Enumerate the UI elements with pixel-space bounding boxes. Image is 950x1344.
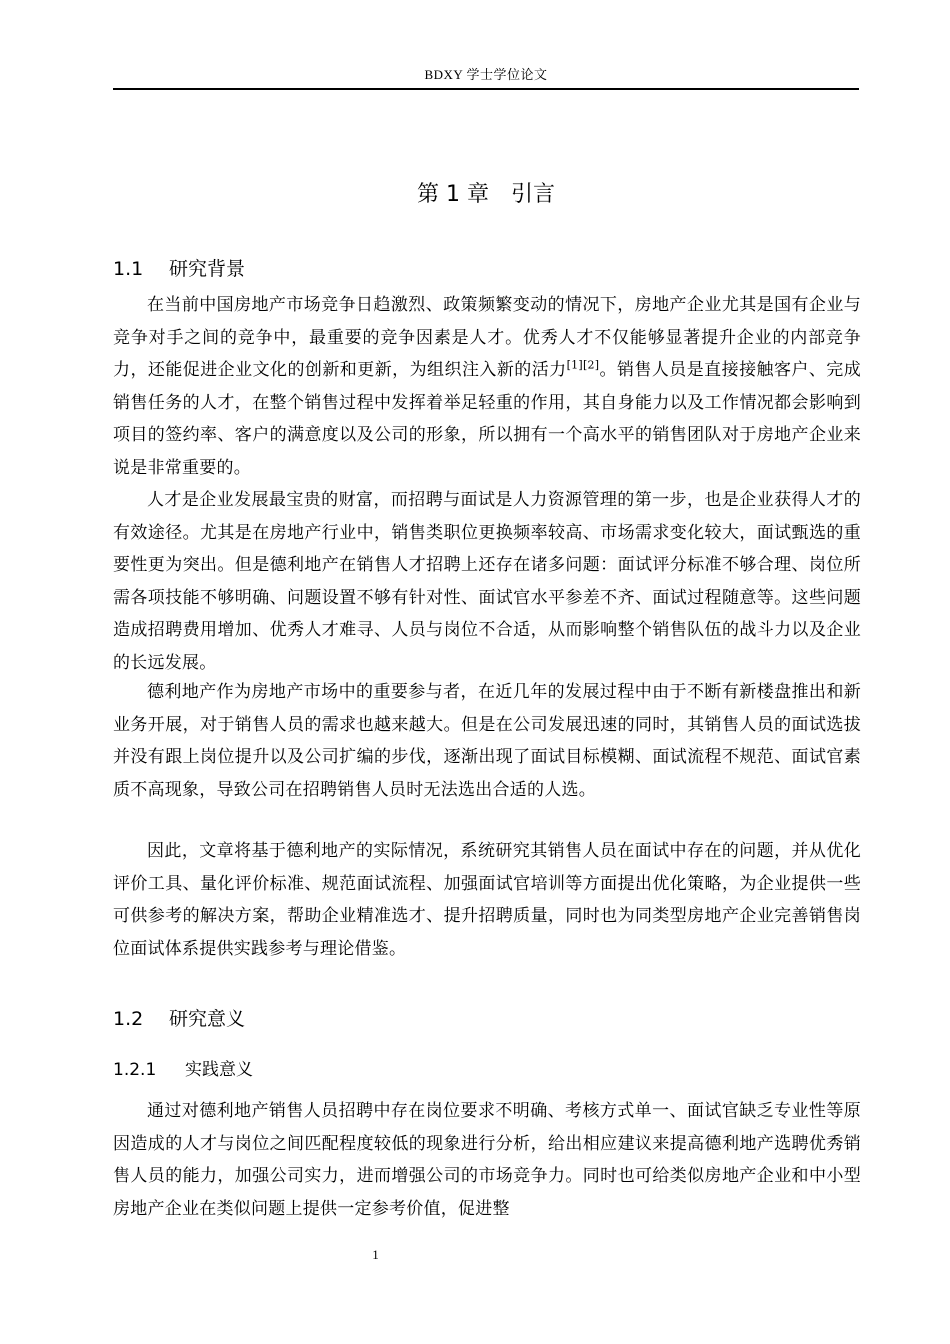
citation-marker: [1][2] [566, 358, 600, 372]
subsection-heading-1-2-1 [113, 1055, 253, 1080]
section-heading-1-1 [113, 254, 245, 281]
chapter-title-text: 引言 [510, 182, 555, 207]
paragraph-background-2: 人才是企业发展最宝贵的财富，而招聘与面试是人力资源管理的第一步，也是企业获得人才的有效途径。尤其是在房地产行业中，销售类职位更换频率较高、市场需求变化较大，面试甄选的重要性更为突出。但是德利地产在销售人才招聘上还存在诸多问题：面试评分标准不够合理、岗位所需各项技能不够明确、问题设置不够有针对性、面试官水平参差不齐、面试过程随意等。这些问题造成招聘费用增加、优秀人才难寻、人员与岗位不合适，从而影响整个销售队伍的战斗力以及企业的长远发展。 [113, 490, 861, 673]
section-number: 1.2 [113, 1008, 144, 1030]
page-number: 1 [372, 1247, 379, 1262]
paragraph-background-3: 德利地产作为房地产市场中的重要参与者，在近几年的发展过程中由于不断有新楼盘推出和新业务开展，对于销售人员的需求也越来越大。但是在公司发展迅速的同时，其销售人员的面试选拔并没有跟上岗位提升以及公司扩编的步伐，逐渐出现了面试目标模糊、面试流程不规范、面试官素质不高现象，导致公司在招聘销售人员时无法选出合适的人选。 [113, 682, 861, 800]
section-title: 研究背景 [169, 258, 246, 280]
running-header: BDXY 学士学位论文 [424, 67, 548, 82]
section-number: 1.1 [113, 258, 144, 280]
header-rule [113, 88, 859, 90]
subsection-title: 实践意义 [185, 1060, 253, 1080]
paragraph-practical-1: 通过对德利地产销售人员招聘中存在岗位要求不明确、考核方式单一、面试官缺乏专业性等原因造成的人才与岗位之间匹配程度较低的现象进行分析，给出相应建议来提高德利地产选聘优秀销售人员的能力，加强公司实力，进而增强公司的市场竞争力。同时也可给类似房地产企业和中小型房地产企业在类似问题上提供一定参考价值，促进整 [113, 1101, 861, 1219]
chapter-title [113, 177, 859, 208]
section-heading-1-2 [113, 1004, 245, 1031]
paragraph-background-1 [113, 289, 861, 485]
section-title: 研究意义 [169, 1008, 246, 1030]
paragraph-background-4: 因此，文章将基于德利地产的实际情况，系统研究其销售人员在面试中存在的问题，并从优化评价工具、量化评价标准、规范面试流程、加强面试官培训等方面提出优化策略，为企业提供一些可供参考的解决方案，帮助企业精准选才、提升招聘质量，同时也为同类型房地产企业完善销售岗位面试体系提供实践参考与理论借鉴。 [113, 841, 861, 959]
chapter-number: 第 1 章 [417, 182, 489, 207]
paragraph-text: 在当前中国房地产市场竞争日趋激烈、政策频繁变动的情况下，房地产企业尤其是国有企业与竞争对手之间的竞争中，最重要的竞争因素是人才。优秀人才不仅能够显著提升企业的内部竞争力，还能促进企业文化的创新和更新，为组织注入新的活力 [113, 295, 861, 381]
subsection-number: 1.2.1 [113, 1060, 157, 1080]
paragraph-text: 。销售人员是直接接触客户、完成销售任务的人才，在整个销售过程中发挥着举足轻重的作用，其自身能力以及工作情况都会影响到项目的签约率、客户的满意度以及公司的形象，所以拥有一个高水平的销售团队对于房地产企业来说是非常重要的。 [113, 360, 862, 478]
